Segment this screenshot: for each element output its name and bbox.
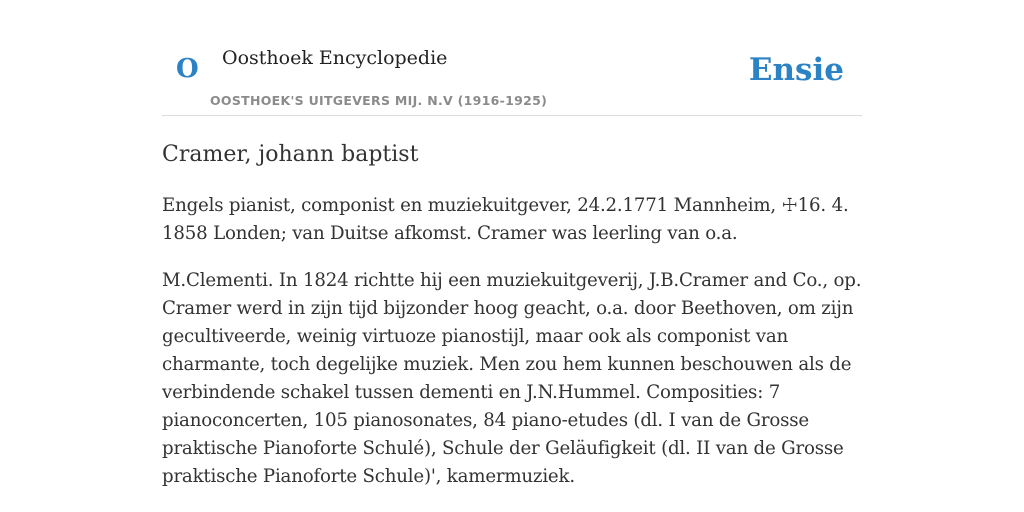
publisher-label: OOSTHOEK'S UITGEVERS MIJ. N.V (1916-1925) bbox=[210, 93, 548, 108]
header bbox=[162, 0, 862, 116]
entry-paragraph: Engels pianist, componist en muziekuitgever, 24.2.1771 Mannheim, ☩16. 4. 1858 Londen; van Duitse afkomst. Cramer was leerling van o.a. bbox=[162, 195, 849, 244]
entry-title: Cramer, johann baptist bbox=[162, 142, 419, 167]
brand-logo-link[interactable]: Ensie bbox=[748, 52, 844, 88]
entry-paragraph: M.Clementi. In 1824 richtte hij een muziekuitgeverij, J.B.Cramer and Co., op. Cramer werd in zijn tijd bijzonder hoog geacht, o.a. door Beethoven, om zijn gecultiveerde, weinig virtuoze pianostijl, maar ook als componist van charmante, toch degelijke muziek. Men zou hem kunnen beschouwen als de verbindende schakel tussen dementi en J.N.Hummel. Composities: 7 pianoconcerten, 105 pianosonates, 84 piano-etudes (dl. I van de Grosse praktische Pianoforte Schulé), Schule der Geläufigkeit (dl. II van de Grosse praktische Pianoforte Schule)', kamermuziek. bbox=[162, 270, 862, 487]
page-container bbox=[162, 0, 862, 487]
source-title[interactable]: Oosthoek Encyclopedie bbox=[222, 47, 448, 69]
source-logo-icon[interactable]: O bbox=[176, 54, 199, 84]
